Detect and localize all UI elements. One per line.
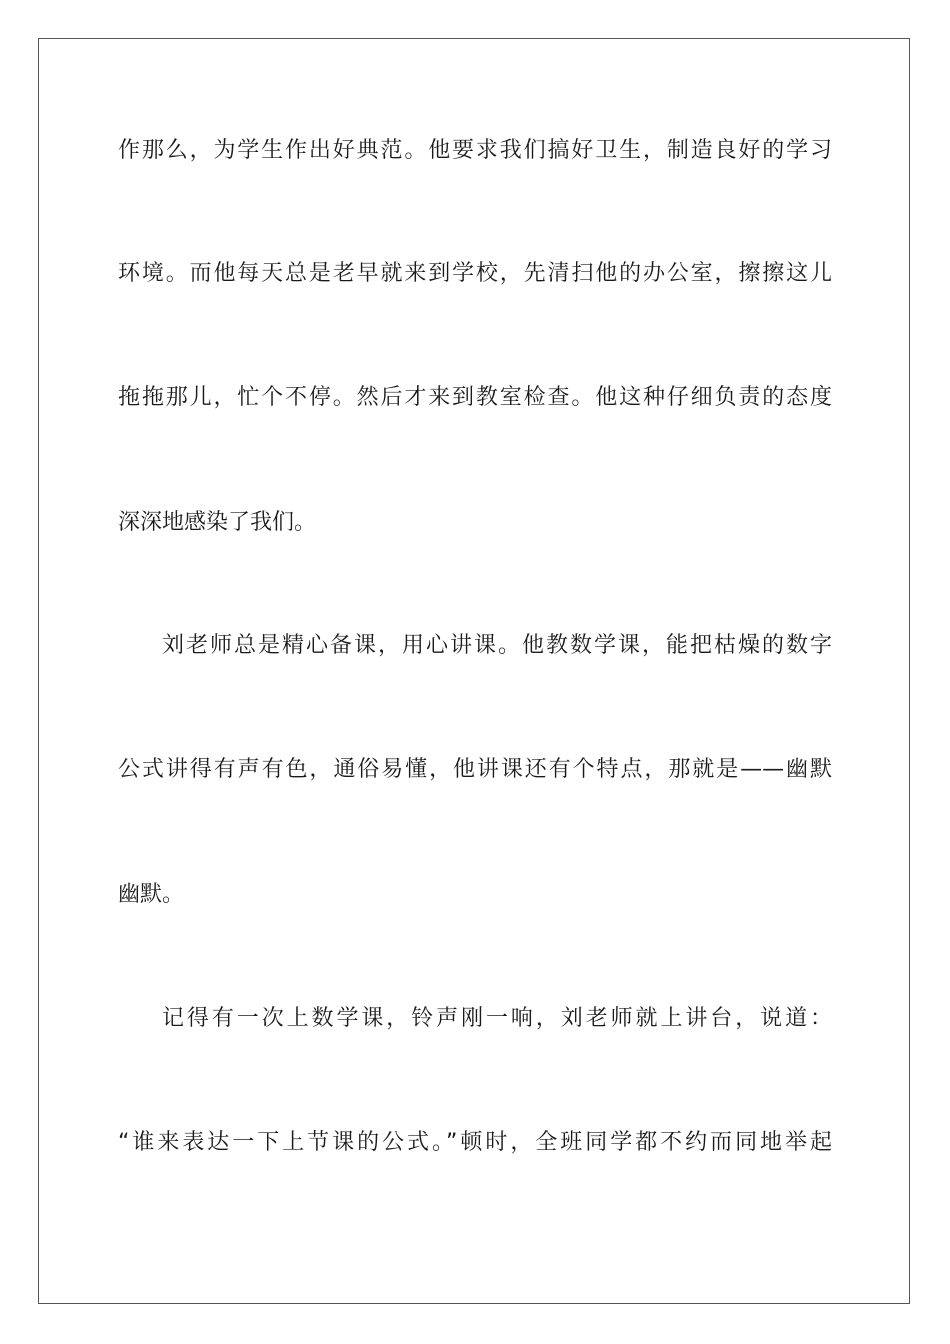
page-border (38, 38, 910, 1304)
paragraph-line: 幽默。 (118, 882, 185, 907)
paragraph-line: 公式讲得有声有色，通俗易懂，他讲课还有个特点，那就是——幽默 (118, 757, 832, 782)
paragraph-line: 拖拖那儿，忙个不停。然后才来到教室检查。他这种仔细负责的态度 (118, 385, 832, 410)
paragraph-line: 环境。而他每天总是老早就来到学校，先清扫他的办公室，擦擦这儿 (118, 261, 832, 286)
paragraph-line: 记得有一次上数学课，铃声刚一响，刘老师就上讲台，说道： (162, 1006, 832, 1031)
paragraph-line: “谁来表达一下上节课的公式。”顿时，全班同学都不约而同地举起 (118, 1130, 832, 1155)
paragraph-line: 深深地感染了我们。 (118, 510, 317, 535)
paragraph-line: 作那么，为学生作出好典范。他要求我们搞好卫生，制造良好的学习 (118, 138, 832, 163)
paragraph-line: 刘老师总是精心备课，用心讲课。他教数学课，能把枯燥的数字 (162, 633, 832, 658)
